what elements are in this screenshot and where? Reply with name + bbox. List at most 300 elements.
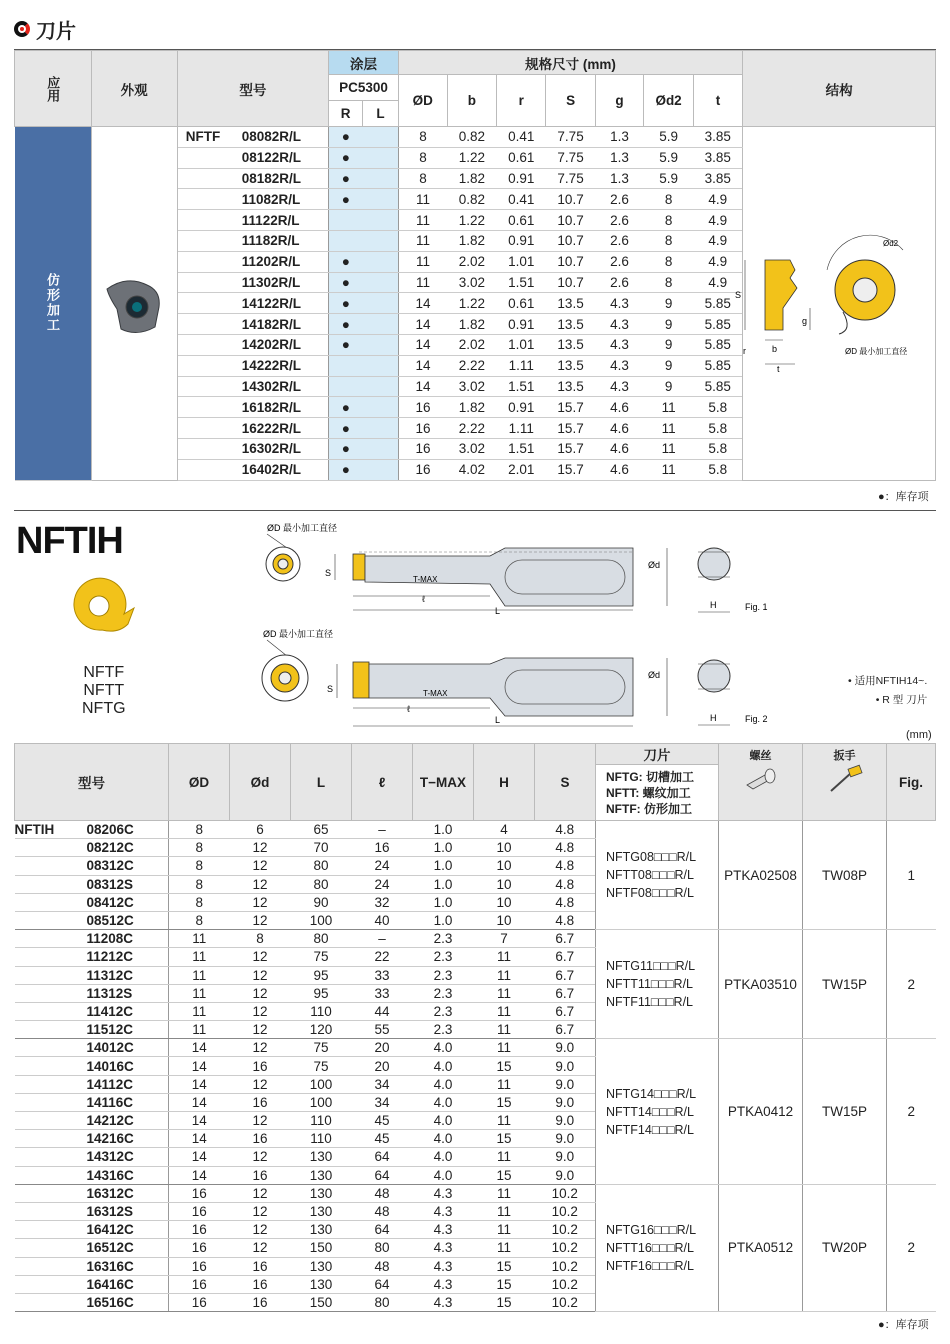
- spec-tmax: 1.0: [413, 875, 474, 893]
- spec-S: 9.0: [535, 1130, 596, 1148]
- insert-photo: [99, 267, 169, 337]
- grade-L: [363, 147, 399, 168]
- insert-code: NFTT16□□□R/L: [606, 1240, 694, 1255]
- series-blank: [15, 839, 87, 857]
- grade-R: ●: [329, 418, 363, 439]
- L-label: L: [495, 606, 501, 616]
- series-blank: [177, 438, 233, 459]
- spec-t: 5.85: [693, 355, 742, 376]
- spec-S: 13.5: [546, 376, 595, 397]
- spec-S: 15.7: [546, 438, 595, 459]
- spec-tmax: 4.0: [413, 1148, 474, 1166]
- spec-L: 110: [291, 1002, 352, 1020]
- model-code: 14116C: [87, 1093, 169, 1111]
- fig1-label: Fig. 1: [745, 602, 768, 612]
- spec-L: 100: [291, 1075, 352, 1093]
- spec-d: 12: [230, 1202, 291, 1220]
- spec-H: 11: [474, 1112, 535, 1130]
- spec-r: 0.61: [497, 210, 546, 231]
- spec-b: 1.22: [447, 147, 496, 168]
- insert-code: NFTF16□□□R/L: [606, 1258, 694, 1273]
- section-title: 刀片: [36, 20, 76, 43]
- spec-S: 15.7: [546, 397, 595, 418]
- spec-t: 5.85: [693, 293, 742, 314]
- grade-L: [363, 293, 399, 314]
- model-code: 11312C: [87, 966, 169, 984]
- spec-tmax: 2.3: [413, 948, 474, 966]
- spec-t: 5.85: [693, 314, 742, 335]
- spec-D: 11: [169, 1002, 230, 1020]
- spec-D: 14: [169, 1075, 230, 1093]
- screw-code: PTKA03510: [719, 930, 803, 1039]
- spec-S: 4.8: [535, 839, 596, 857]
- structure-drawing: [735, 230, 925, 380]
- note: • 适用NFTIH14~.: [848, 675, 928, 687]
- grade-L: [363, 418, 399, 439]
- insert-type-list: [82, 664, 126, 718]
- series-blank: [177, 418, 233, 439]
- spec-t: 4.9: [693, 230, 742, 251]
- hdr-appearance: 外观: [91, 51, 177, 127]
- spec-D: 16: [169, 1293, 230, 1311]
- spec-tmax: 4.0: [413, 1130, 474, 1148]
- spec-d2: 11: [644, 418, 693, 439]
- hdr-model: 型号: [177, 51, 328, 127]
- spec-l: 48: [352, 1184, 413, 1202]
- spec-g: 4.3: [595, 293, 644, 314]
- spec-b: 1.82: [447, 314, 496, 335]
- spec-b: 2.02: [447, 334, 496, 355]
- hdr-insert: 刀片: [596, 744, 719, 765]
- spec-d: 12: [230, 893, 291, 911]
- spec-d: 12: [230, 857, 291, 875]
- spec-l: 16: [352, 839, 413, 857]
- stock-legend: ●：库存项: [878, 491, 929, 503]
- spec-D: 16: [169, 1221, 230, 1239]
- series-blank: [15, 1239, 87, 1257]
- spec-l: 80: [352, 1293, 413, 1311]
- spec-H: 11: [474, 1184, 535, 1202]
- spec-L: 75: [291, 1039, 352, 1057]
- grade-L: [363, 438, 399, 459]
- spec-S: 9.0: [535, 1039, 596, 1057]
- spec-d2: 8: [644, 230, 693, 251]
- spec-S: 6.7: [535, 930, 596, 948]
- compatible-inserts: [596, 821, 719, 930]
- grade-R: [329, 376, 363, 397]
- spec-tmax: 4.3: [413, 1293, 474, 1311]
- grade-R: ●: [329, 272, 363, 293]
- spec-b: 2.02: [447, 251, 496, 272]
- spec-H: 15: [474, 1257, 535, 1275]
- model-code: 14216C: [87, 1130, 169, 1148]
- spec-b: 2.22: [447, 418, 496, 439]
- series-blank: [15, 1057, 87, 1075]
- spec-b: 0.82: [447, 127, 496, 148]
- insert-code: NFTT08□□□R/L: [606, 868, 694, 883]
- spec-b: 4.02: [447, 459, 496, 480]
- grade-L: [363, 210, 399, 231]
- spec-tmax: 2.3: [413, 984, 474, 1002]
- l-label: ℓ: [422, 594, 425, 604]
- spec-D: 14: [169, 1093, 230, 1111]
- spec-L: 70: [291, 839, 352, 857]
- spec-S: 7.75: [546, 147, 595, 168]
- table-row: [15, 1039, 936, 1057]
- series-blank: [15, 857, 87, 875]
- spec-r: 0.91: [497, 397, 546, 418]
- insert-code: NFTG08□□□R/L: [606, 850, 697, 865]
- spec-L: 110: [291, 1130, 352, 1148]
- spec-d2: 8: [644, 189, 693, 210]
- hdr-L: L: [291, 744, 352, 821]
- spec-d: 8: [230, 930, 291, 948]
- model-code: 11312S: [87, 984, 169, 1002]
- spec-tmax: 4.3: [413, 1221, 474, 1239]
- table-row: [15, 127, 936, 148]
- spec-D: 14: [169, 1130, 230, 1148]
- spec-H: 10: [474, 857, 535, 875]
- spec-d2: 5.9: [644, 168, 693, 189]
- series-blank: [15, 948, 87, 966]
- spec-tmax: 4.0: [413, 1057, 474, 1075]
- model-code: 16402R/L: [234, 459, 329, 480]
- spec-S: 10.2: [535, 1275, 596, 1293]
- spec-l: 24: [352, 875, 413, 893]
- series-blank: [177, 314, 233, 335]
- section-bullet-icon: [14, 21, 30, 37]
- spec-H: 11: [474, 1148, 535, 1166]
- fig2-drawing: [255, 626, 775, 736]
- spec-H: 11: [474, 984, 535, 1002]
- series-blank: [177, 230, 233, 251]
- model-code: 14302R/L: [234, 376, 329, 397]
- insert-types: [596, 765, 719, 821]
- spec-tmax: 1.0: [413, 911, 474, 929]
- S-label: S: [735, 290, 742, 300]
- screw-code: PTKA0412: [719, 1039, 803, 1185]
- spec-d2: 9: [644, 314, 693, 335]
- l-label: ℓ: [407, 704, 410, 714]
- fig2-label: Fig. 2: [745, 714, 768, 724]
- spec-S: 6.7: [535, 966, 596, 984]
- insert-code: NFTG11□□□R/L: [606, 959, 696, 974]
- hdr-spec: 规格尺寸 (mm): [398, 51, 742, 75]
- spec-b: 1.82: [447, 230, 496, 251]
- series-blank: [15, 1093, 87, 1111]
- spec-t: 5.85: [693, 334, 742, 355]
- hdr-H: H: [474, 744, 535, 821]
- spec-d2: 8: [644, 251, 693, 272]
- spec-L: 130: [291, 1202, 352, 1220]
- nftih-title: NFTIH: [16, 520, 123, 562]
- model-code: 16182R/L: [234, 397, 329, 418]
- series-blank: [15, 966, 87, 984]
- spec-S: 10.2: [535, 1184, 596, 1202]
- spec-tmax: 4.0: [413, 1093, 474, 1111]
- spec-D: 14: [169, 1039, 230, 1057]
- insert-image: [66, 576, 138, 636]
- series-label: NFTF: [177, 127, 233, 148]
- spec-d2: 9: [644, 293, 693, 314]
- series-blank: [177, 147, 233, 168]
- series-blank: [177, 168, 233, 189]
- grade-L: [363, 397, 399, 418]
- model-code: 11202R/L: [234, 251, 329, 272]
- model-code: 16416C: [87, 1275, 169, 1293]
- spec-tmax: 2.3: [413, 966, 474, 984]
- spec-H: 7: [474, 930, 535, 948]
- spec-g: 4.3: [595, 334, 644, 355]
- spec-S: 10.2: [535, 1202, 596, 1220]
- spec-d: 16: [230, 1257, 291, 1275]
- spec-t: 5.8: [693, 438, 742, 459]
- series-blank: [15, 1148, 87, 1166]
- grade-R: ●: [329, 251, 363, 272]
- spec-tmax: 4.0: [413, 1112, 474, 1130]
- hdr-structure: 结构: [743, 51, 936, 127]
- spec-L: 65: [291, 821, 352, 839]
- spec-D: 14: [398, 376, 447, 397]
- hdr-l: ℓ: [352, 744, 413, 821]
- model-code: 08122R/L: [234, 147, 329, 168]
- spec-D: 8: [398, 127, 447, 148]
- spec-H: 11: [474, 1202, 535, 1220]
- fig-number: 2: [887, 1039, 936, 1185]
- model-code: 14316C: [87, 1166, 169, 1184]
- spec-g: 4.6: [595, 418, 644, 439]
- spec-r: 0.41: [497, 189, 546, 210]
- series-blank: [15, 1293, 87, 1311]
- spec-L: 130: [291, 1184, 352, 1202]
- series-blank: [15, 875, 87, 893]
- spec-tmax: 2.3: [413, 1002, 474, 1020]
- model-code: 11412C: [87, 1002, 169, 1020]
- spec-g: 4.6: [595, 397, 644, 418]
- spec-b: 3.02: [447, 438, 496, 459]
- insert-code: NFTT11□□□R/L: [606, 977, 694, 992]
- grade-R: ●: [329, 334, 363, 355]
- insert-type: NFTF: [83, 664, 125, 681]
- series-blank: [177, 251, 233, 272]
- spec-D: 11: [398, 230, 447, 251]
- spec-D: 16: [398, 397, 447, 418]
- spec-d2: 8: [644, 210, 693, 231]
- spec-t: 3.85: [693, 147, 742, 168]
- application-cell: 仿形加工: [15, 127, 92, 481]
- model-code: 16222R/L: [234, 418, 329, 439]
- model-code: 11302R/L: [234, 272, 329, 293]
- series-blank: [177, 334, 233, 355]
- insert-code: NFTG14□□□R/L: [606, 1086, 697, 1101]
- series-blank: [15, 1184, 87, 1202]
- spec-r: 1.11: [497, 418, 546, 439]
- spec-t: 5.8: [693, 418, 742, 439]
- tmax-label: T-MAX: [423, 689, 448, 698]
- model-code: 08182R/L: [234, 168, 329, 189]
- spec-H: 15: [474, 1130, 535, 1148]
- spec-D: 16: [169, 1202, 230, 1220]
- spec-L: 75: [291, 948, 352, 966]
- model-code: 16312S: [87, 1202, 169, 1220]
- spec-S: 4.8: [535, 875, 596, 893]
- spec-L: 150: [291, 1293, 352, 1311]
- spec-r: 1.11: [497, 355, 546, 376]
- screw-code: PTKA0512: [719, 1184, 803, 1311]
- grade-R: ●: [329, 147, 363, 168]
- spec-L: 80: [291, 875, 352, 893]
- model-code: 08212C: [87, 839, 169, 857]
- hdr-r: r: [497, 75, 546, 127]
- spec-d2: 8: [644, 272, 693, 293]
- spec-l: 34: [352, 1075, 413, 1093]
- spec-D: 16: [169, 1257, 230, 1275]
- spec-S: 15.7: [546, 459, 595, 480]
- grade-L: [363, 459, 399, 480]
- series-blank: [15, 984, 87, 1002]
- spec-tmax: 4.3: [413, 1239, 474, 1257]
- spec-S: 4.8: [535, 911, 596, 929]
- wrench-code: TW20P: [803, 1184, 887, 1311]
- insert-code: NFTT14□□□R/L: [606, 1104, 694, 1119]
- dmin-label: ØD 最小加工直径: [845, 347, 908, 356]
- spec-r: 2.01: [497, 459, 546, 480]
- spec-S: 10.7: [546, 230, 595, 251]
- spec-H: 15: [474, 1293, 535, 1311]
- spec-d: 12: [230, 1112, 291, 1130]
- spec-l: 20: [352, 1039, 413, 1057]
- spec-tmax: 1.0: [413, 893, 474, 911]
- note: • R 型 刀片: [875, 694, 928, 706]
- hdr-S: S: [546, 75, 595, 127]
- spec-H: 11: [474, 1239, 535, 1257]
- spec-D: 8: [169, 893, 230, 911]
- spec-D: 8: [169, 875, 230, 893]
- spec-D: 11: [169, 966, 230, 984]
- insert-code: NFTG16□□□R/L: [606, 1222, 697, 1237]
- d-label: Ød: [648, 670, 661, 680]
- spec-l: 24: [352, 857, 413, 875]
- spec-b: 1.22: [447, 210, 496, 231]
- grade-L: [363, 230, 399, 251]
- spec-L: 95: [291, 966, 352, 984]
- spec-S: 7.75: [546, 127, 595, 148]
- spec-l: 32: [352, 893, 413, 911]
- series-blank: [15, 893, 87, 911]
- insert-code: NFTF14□□□R/L: [606, 1122, 694, 1137]
- spec-tmax: 2.3: [413, 930, 474, 948]
- spec-L: 90: [291, 893, 352, 911]
- series-blank: [177, 355, 233, 376]
- H-label: H: [710, 600, 717, 610]
- grade-R: ●: [329, 189, 363, 210]
- dmin-label: ØD 最小加工直径: [267, 523, 338, 533]
- spec-H: 10: [474, 893, 535, 911]
- spec-l: 40: [352, 911, 413, 929]
- spec-S: 10.7: [546, 272, 595, 293]
- fig-number: 2: [887, 1184, 936, 1311]
- spec-D: 8: [169, 839, 230, 857]
- spec-g: 1.3: [595, 147, 644, 168]
- spec-l: 33: [352, 966, 413, 984]
- model-code: 14112C: [87, 1075, 169, 1093]
- model-code: 08312S: [87, 875, 169, 893]
- series-blank: [177, 397, 233, 418]
- spec-d2: 11: [644, 438, 693, 459]
- spec-d: 12: [230, 1221, 291, 1239]
- spec-l: –: [352, 930, 413, 948]
- spec-r: 0.61: [497, 147, 546, 168]
- spec-L: 130: [291, 1275, 352, 1293]
- spec-d: 16: [230, 1093, 291, 1111]
- appearance-image-cell: [91, 127, 177, 481]
- spec-b: 2.22: [447, 355, 496, 376]
- spec-tmax: 4.3: [413, 1202, 474, 1220]
- compatible-inserts: [596, 1039, 719, 1185]
- series-blank: [177, 459, 233, 480]
- L-label: L: [495, 715, 501, 725]
- spec-D: 14: [398, 293, 447, 314]
- series-blank: [15, 1021, 87, 1039]
- spec-g: 1.3: [595, 127, 644, 148]
- spec-L: 130: [291, 1166, 352, 1184]
- spec-D: 14: [398, 334, 447, 355]
- hdr-g: g: [595, 75, 644, 127]
- series-blank: [15, 1130, 87, 1148]
- spec-D: 11: [398, 251, 447, 272]
- hdr-b: b: [447, 75, 496, 127]
- spec-l: 33: [352, 984, 413, 1002]
- spec-l: 48: [352, 1202, 413, 1220]
- spec-r: 1.51: [497, 272, 546, 293]
- spec-D: 8: [398, 168, 447, 189]
- model-code: 11082R/L: [234, 189, 329, 210]
- spec-H: 11: [474, 1021, 535, 1039]
- spec-d: 16: [230, 1057, 291, 1075]
- series-blank: [15, 1039, 87, 1057]
- spec-H: 15: [474, 1166, 535, 1184]
- model-code: 14182R/L: [234, 314, 329, 335]
- spec-S: 4.8: [535, 893, 596, 911]
- spec-t: 3.85: [693, 168, 742, 189]
- table-row: [15, 930, 936, 948]
- hdr-d: Ød: [230, 744, 291, 821]
- spec-L: 100: [291, 1093, 352, 1111]
- spec-l: 55: [352, 1021, 413, 1039]
- spec-d2: 5.9: [644, 147, 693, 168]
- spec-tmax: 4.0: [413, 1166, 474, 1184]
- spec-tmax: 1.0: [413, 857, 474, 875]
- series-blank: [15, 1002, 87, 1020]
- spec-D: 14: [398, 355, 447, 376]
- grade-L: [363, 376, 399, 397]
- series-blank: [177, 293, 233, 314]
- spec-l: 64: [352, 1221, 413, 1239]
- spec-D: 11: [398, 210, 447, 231]
- spec-D: 14: [169, 1166, 230, 1184]
- spec-t: 4.9: [693, 251, 742, 272]
- hdr-D: ØD: [398, 75, 447, 127]
- model-code: 11122R/L: [234, 210, 329, 231]
- spec-l: 20: [352, 1057, 413, 1075]
- spec-d: 12: [230, 1148, 291, 1166]
- grade-L: [363, 355, 399, 376]
- spec-g: 2.6: [595, 210, 644, 231]
- spec-S: 10.7: [546, 210, 595, 231]
- insert-code: NFTF11□□□R/L: [606, 995, 694, 1010]
- spec-D: 14: [398, 314, 447, 335]
- spec-t: 4.9: [693, 210, 742, 231]
